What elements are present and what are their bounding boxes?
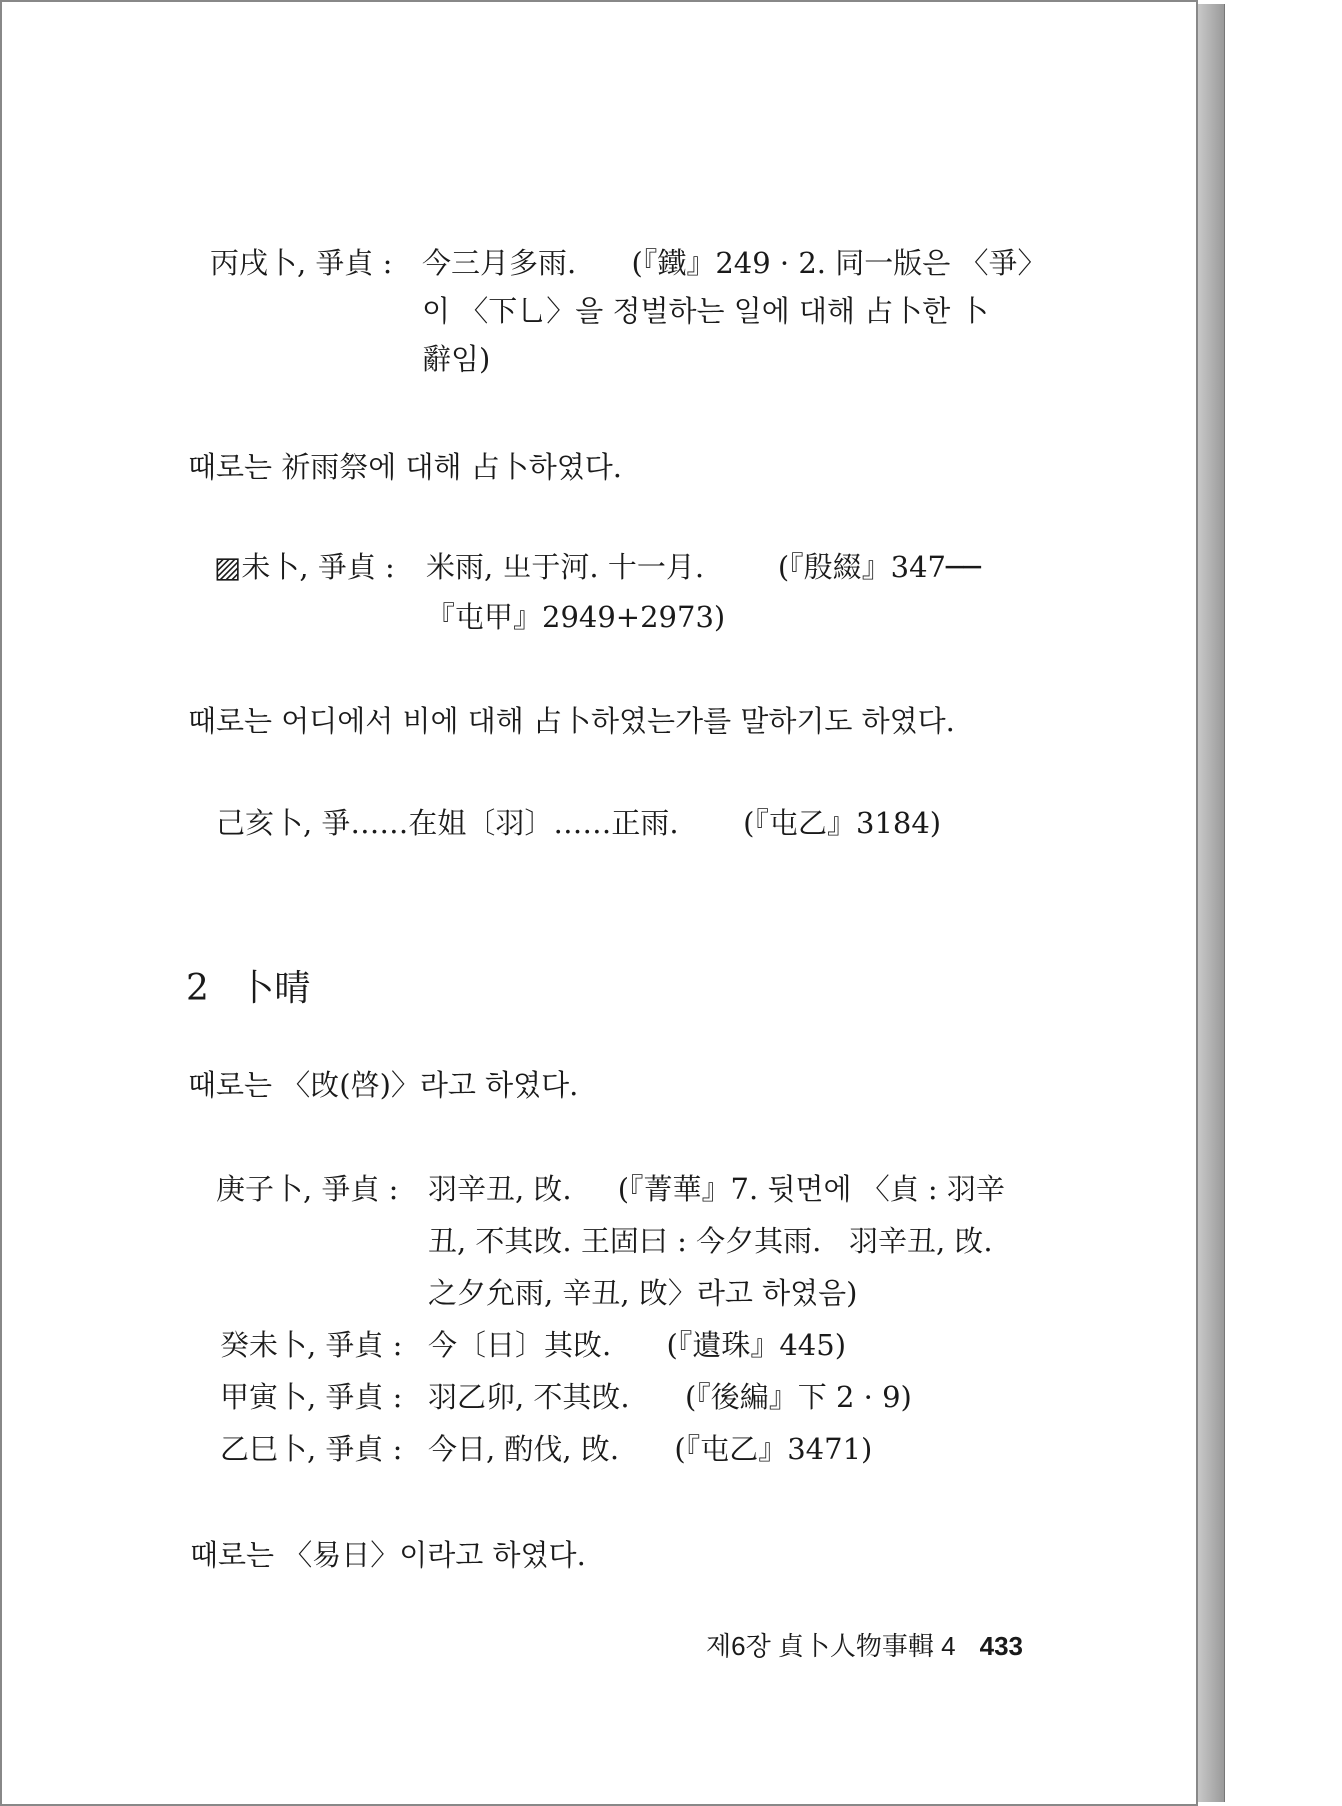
section-number: 2	[186, 968, 209, 1009]
page-edge	[1198, 4, 1225, 1802]
entry-label: 丙戌卜, 爭貞 :	[210, 246, 402, 280]
section-title: 卜晴	[238, 968, 311, 1009]
paragraph: 때로는 〈攺(啓)〉라고 하였다.	[188, 1068, 579, 1102]
entry-text: 丑, 不其攺. 王固曰 : 今夕其雨. 羽辛丑, 攺.	[428, 1224, 993, 1258]
entry-label: 癸未卜, 爭貞 :	[220, 1328, 412, 1362]
entry-text: 今〔日〕其攺. (『遺珠』445)	[428, 1328, 847, 1362]
entry-text: 今日, 酌伐, 攺. (『屯乙』3471)	[428, 1432, 873, 1466]
section-heading	[186, 960, 310, 1011]
entry-text: 『屯甲』2949+2973)	[426, 600, 726, 634]
paragraph: 때로는 어디에서 비에 대해 占卜하였는가를 말하기도 하였다.	[188, 704, 955, 738]
entry-text: 羽辛丑, 攺. (『菁華』7. 뒷면에 〈貞 : 羽辛	[428, 1172, 1005, 1206]
entry-text: 辭임)	[422, 342, 491, 376]
entry-label: 庚子卜, 爭貞 :	[216, 1172, 408, 1206]
entry-text: 이 〈下乚〉을 정벌하는 일에 대해 占卜한 卜	[422, 294, 989, 328]
entry-label: 甲寅卜, 爭貞 :	[220, 1380, 412, 1414]
entry-text: 米雨, 㞢于河. 十一月. (『殷綴』347──	[426, 550, 981, 584]
paragraph: 때로는 〈易日〉이라고 하였다.	[190, 1538, 586, 1572]
entry-text: 之夕允雨, 辛丑, 攺〉라고 하였음)	[428, 1276, 858, 1310]
footer-chapter: 제6장 貞卜人物事輯 4	[706, 1631, 956, 1661]
page-number: 433	[979, 1631, 1023, 1661]
entry-text: 羽乙卯, 不其攺. (『後編』下 2 · 9)	[428, 1380, 912, 1414]
paragraph: 때로는 祈雨祭에 대해 占卜하였다.	[188, 450, 622, 484]
entry-text: 今三月多雨. (『鐵』249 · 2. 同一版은 〈爭〉	[422, 246, 1047, 280]
page-footer	[706, 1626, 1023, 1663]
entry-label: 己亥卜, 爭……在姐〔羽〕……正雨. (『屯乙』3184)	[216, 806, 942, 840]
entry-label: 乙巳卜, 爭貞 :	[220, 1432, 412, 1466]
entry-label: ▨未卜, 爭貞 :	[214, 550, 405, 584]
